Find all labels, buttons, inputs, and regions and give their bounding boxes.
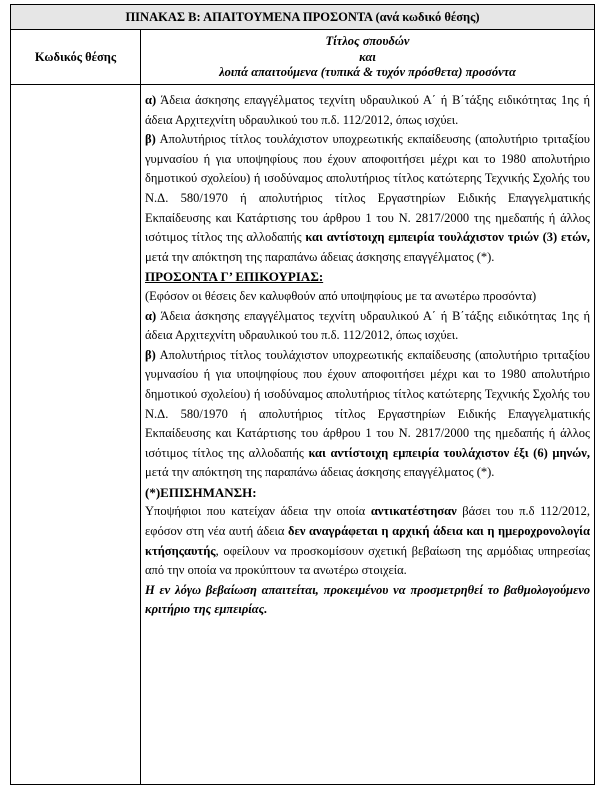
item-text-end: μετά την απόκτηση της παραπάνω άδειας άσκησης επαγγέλματος (*). [145, 465, 495, 480]
note-emphasis: δεν αναγράφεται η αρχική άδεια και η ημεροχρονολογία κτήσηςαυτής [145, 524, 590, 558]
subsidiary-item-a [145, 307, 590, 346]
item-marker: α) [145, 93, 157, 107]
final-statement: Η εν λόγω βεβαίωση απαιτείται, προκειμένου να προσμετρηθεί το βαθμολογούμενο κριτήριο της εμπειρίας. [145, 582, 590, 617]
item-text-end: μετά την απόκτηση της παραπάνω άδειας άσκησης επαγγέλματος (*). [145, 249, 495, 264]
item-text: Απολυτήριος τίτλος τουλάχιστον υποχρεωτικής εκπαίδευσης (απολυτήριο τριταξίου γυμνασίου ή για υποψηφίους που έχουν αποφοιτήσει μέχρι και το 1980 απολυτήριο δημοτικού σχολείου) ή ισοδύναμος απολυτήριος τίτλος κατώτερης Τεχνικής Σχολής του Ν.Δ. 580/1970 ή απολυτήριος τίτλος Εργαστηρίων Ειδικής Επαγγελματικής Εκπαίδευσης και Κατάρτισης του άρθρου 1 του Ν. 2817/2000 της ημεδαπής ή άλλος ισότιμος τίτλος της αλλοδαπής [145, 132, 590, 245]
note-title: (*)ΕΠΙΣΗΜΑΝΣΗ: [145, 484, 257, 500]
subsidiary-note: (Εφόσον οι θέσεις δεν καλυφθούν από υποψηφίους με τα ανωτέρω προσόντα) [145, 288, 537, 303]
experience-requirement: και αντίστοιχη εμπειρία τουλάχιστον έξι (6) μηνών, [308, 445, 590, 460]
position-code-header: Κωδικός θέσης [11, 30, 141, 84]
qualifications-header-line3: λοιπά απαιτούμενα (τυπικά & τυχόν πρόσθετα) προσόντα [219, 65, 516, 79]
experience-requirement: και αντίστοιχη εμπειρία τουλάχιστον τριών (3) ετών, [305, 230, 590, 245]
item-marker: β) [145, 132, 156, 147]
main-item-a [145, 91, 590, 130]
item-text: Απολυτήριος τίτλος τουλάχιστον υποχρεωτικής εκπαίδευσης (απολυτήριο τριταξίου γυμνασίου ή για υποψηφίους που έχουν αποφοιτήσει μέχρι και το 1980 απολυτήριο δημοτικού σχολείου) ή ισοδύναμος απολυτήριος τίτλος κατώτερης Τεχνικής Σχολής του Ν.Δ. 580/1970 ή απολυτήριος τίτλος Εργαστηρίων Ειδικής Επαγγελματικής Εκπαίδευσης και Κατάρτισης του άρθρου 1 του Ν. 2817/2000 της ημεδαπής ή άλλος ισότιμος τίτλος της αλλοδαπής [145, 347, 590, 460]
main-item-b [145, 130, 590, 267]
qualifications-header-line2: και [359, 49, 376, 64]
subsidiary-heading: ΠΡΟΣΟΝΤΑ Γ’ ΕΠΙΚΟΥΡΙΑΣ: [145, 269, 324, 285]
table-header-row [11, 30, 594, 85]
note-paragraph [145, 502, 590, 580]
qualifications-header [141, 30, 594, 84]
note-emphasis: αντικατέστησαν [370, 504, 457, 519]
subsidiary-item-b [145, 346, 590, 483]
qualifications-cell [141, 85, 594, 785]
position-code-cell [11, 85, 141, 785]
item-marker: β) [145, 347, 156, 362]
item-text: Άδεια άσκησης επαγγέλματος τεχνίτη υδραυλικού Α΄ ή Β΄τάξης ειδικότητας 1ης ή άδεια Αρχιτεχνίτη υδραυλικού του π.δ. 112/2012, όπως ισχύει. [145, 93, 590, 127]
table-title: ΠΙΝΑΚΑΣ Β: ΑΠΑΙΤΟΥΜΕΝΑ ΠΡΟΣΟΝΤΑ (ανά κωδικό θέσης) [11, 5, 594, 30]
item-text: Άδεια άσκησης επαγγέλματος τεχνίτη υδραυλικού Α΄ ή Β΄τάξης ειδικότητας 1ης ή άδεια Αρχιτεχνίτη υδραυλικού του π.δ. 112/2012, όπως ισχύει. [145, 308, 590, 343]
requirements-table [10, 4, 595, 785]
item-marker: α) [145, 308, 157, 323]
note-text: Υποψήφιοι που κατείχαν άδεια την οποία [145, 504, 371, 519]
note-text: βάσει του π.δ 112/2012, εφόσον στη νέα αυτή άδεια [145, 504, 590, 539]
note-text: , οφείλουν να προσκομίσουν σχετική βεβαίωση της αρμόδιας υπηρεσίας από την οποία να προκύπτουν τα ανωτέρω στοιχεία. [145, 543, 590, 578]
qualifications-header-line1: Τίτλος σπουδών [325, 34, 410, 48]
table-body-row [11, 85, 594, 785]
